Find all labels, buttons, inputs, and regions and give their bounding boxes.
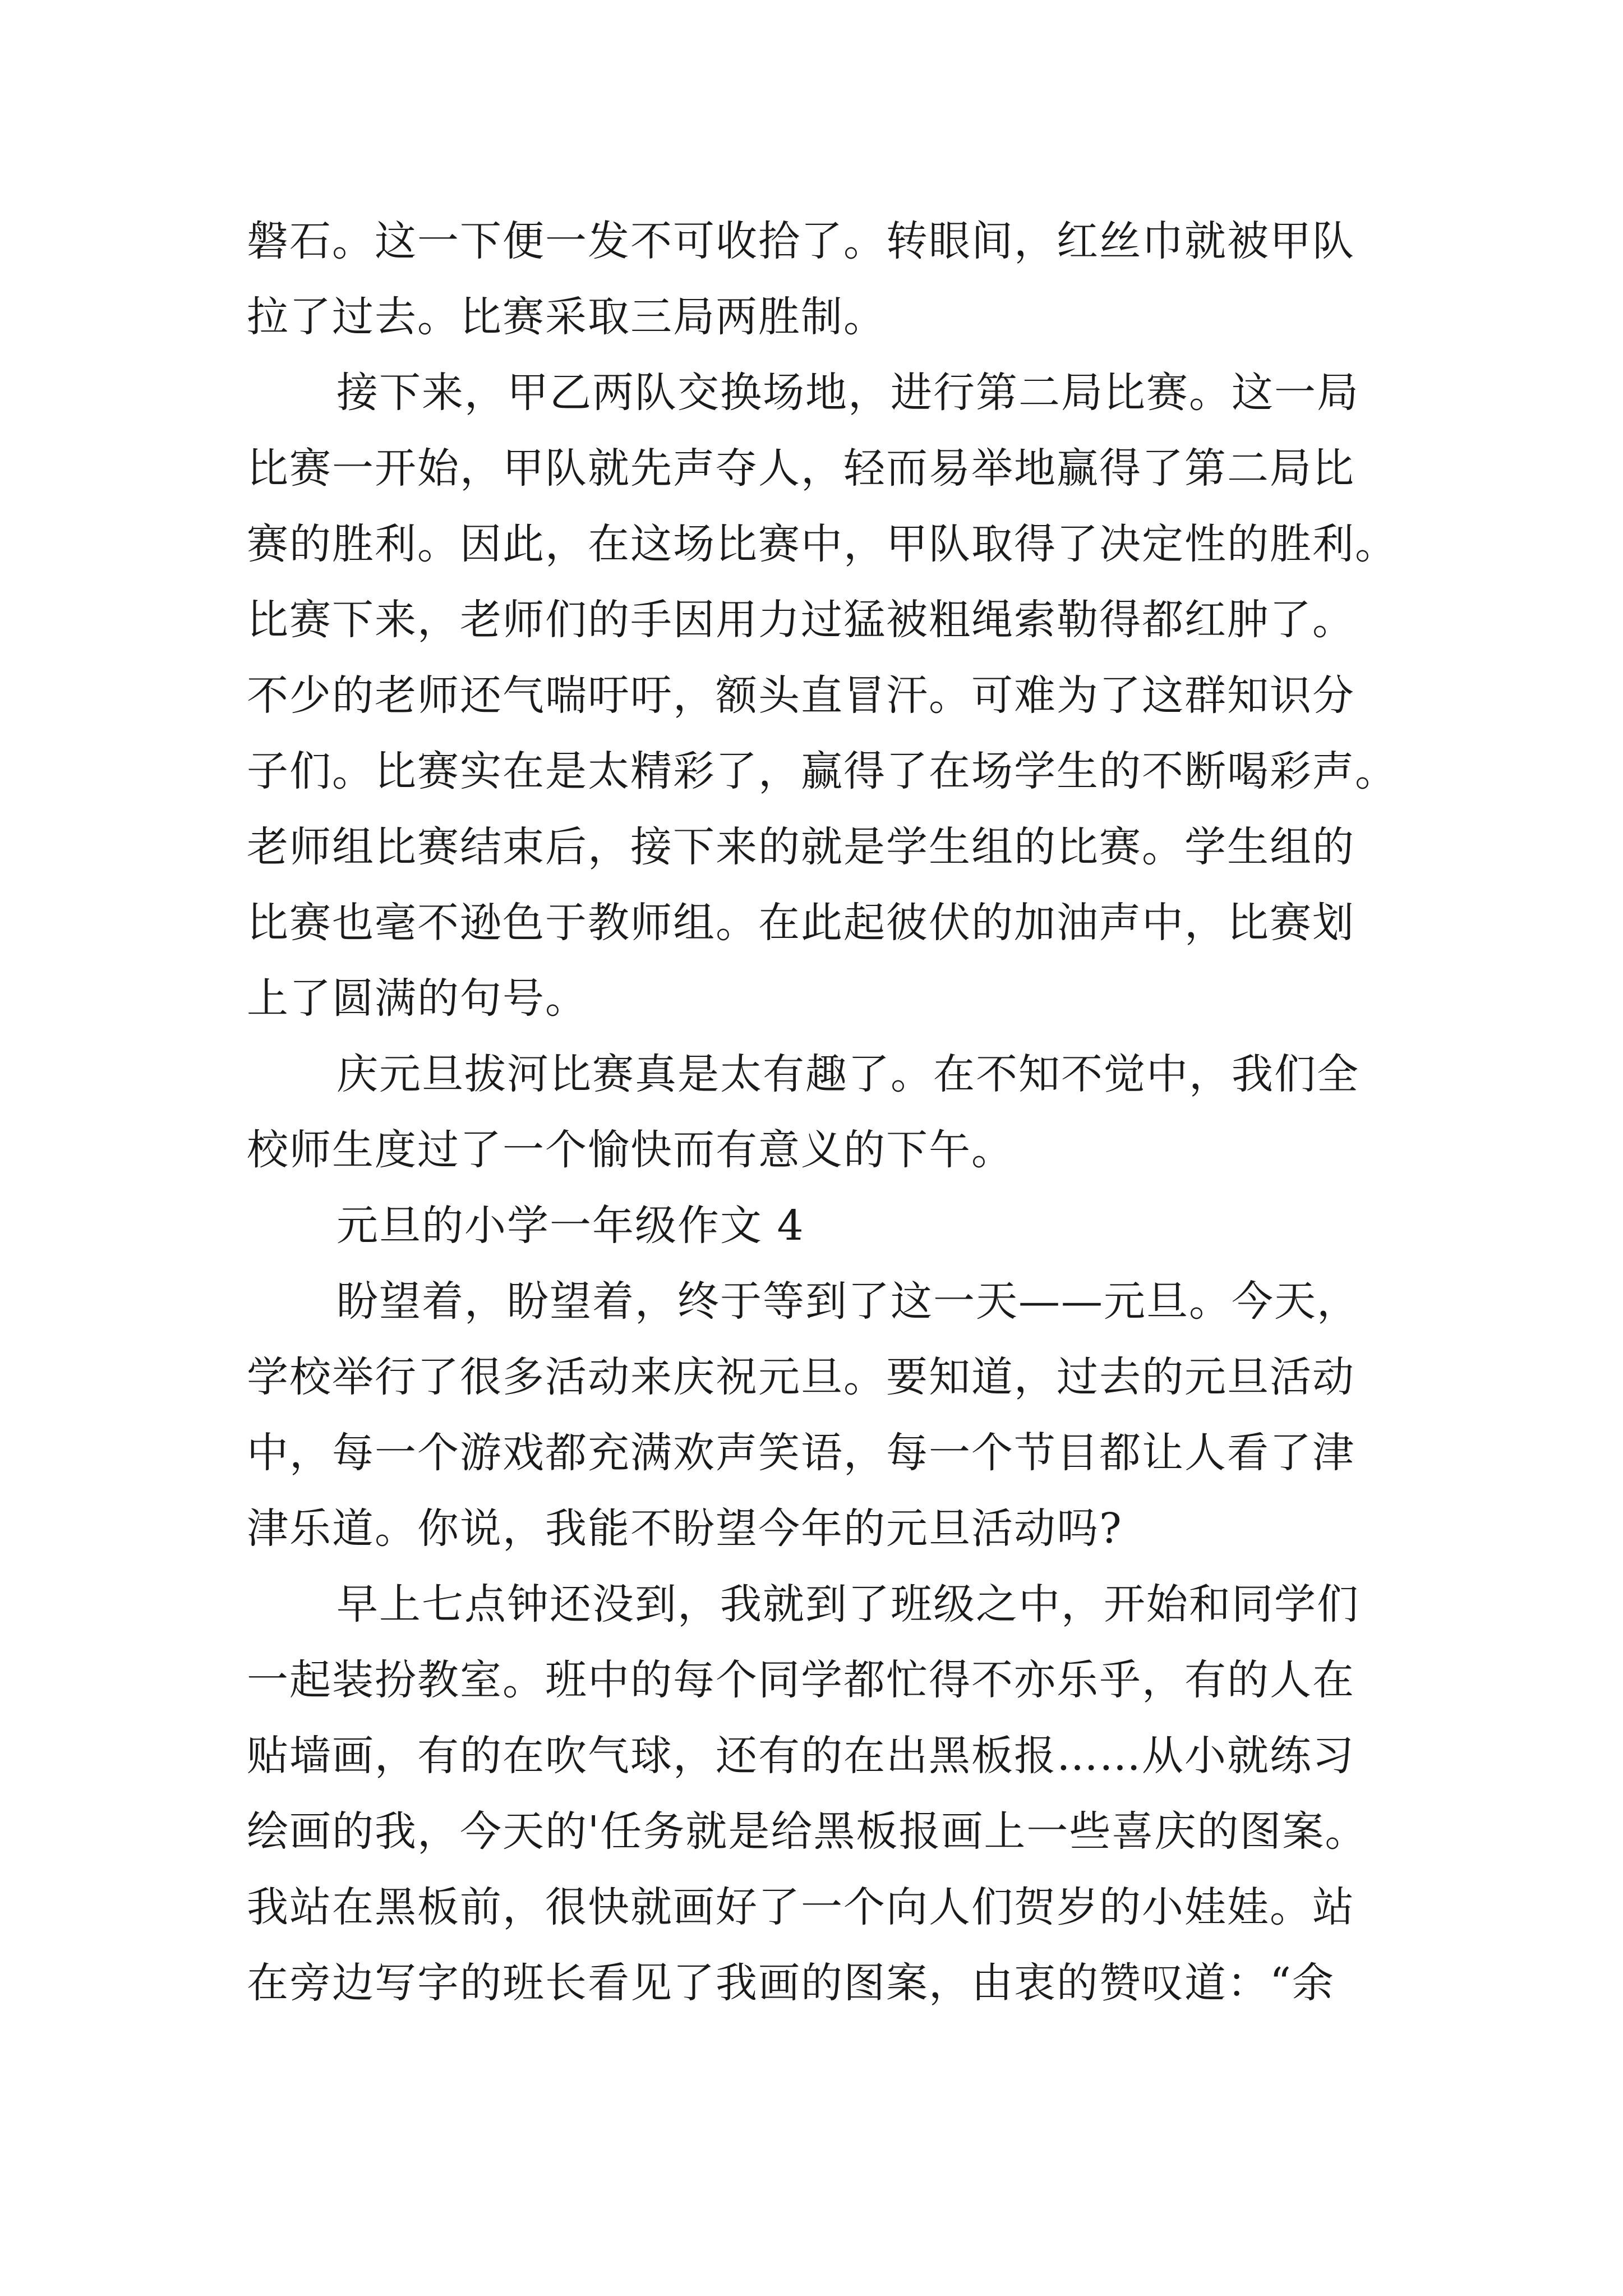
text-line: 上了圆满的句号。 [247,974,588,1023]
text-line: 比赛下来，老师们的手因用力过猛被粗绳索勒得都红肿了。 [247,596,1355,644]
paragraph-start-line: 盼望着，盼望着，终于等到了这一天——元旦。今天， [336,1277,1359,1326]
text-line: 在旁边写字的班长看见了我画的图案，由衷的赞叹道：“余 [247,1959,1335,2007]
text-line: 比赛也毫不逊色于教师组。在此起彼伏的加油声中，比赛划 [247,899,1355,947]
text-line: 不少的老师还气喘吁吁，额头直冒汗。可难为了这群知识分 [247,671,1355,720]
text-line: 校师生度过了一个愉快而有意义的下午。 [247,1126,1014,1174]
text-line: 中，每一个游戏都充满欢声笑语，每一个节目都让人看了津 [247,1429,1355,1477]
text-line: 学校举行了很多活动来庆祝元旦。要知道，过去的元旦活动 [247,1353,1355,1401]
text-line: 老师组比赛结束后，接下来的就是学生组的比赛。学生组的 [247,823,1355,871]
paragraph-start-line: 早上七点钟还没到，我就到了班级之中，开始和同学们 [336,1580,1359,1628]
paragraph-start-line: 庆元旦拔河比赛真是太有趣了。在不知不觉中，我们全 [336,1050,1359,1098]
text-line: 赛的胜利。因此，在这场比赛中，甲队取得了决定性的胜利。 [247,520,1398,568]
text-line: 津乐道。你说，我能不盼望今年的元旦活动吗? [247,1504,1123,1553]
text-line: 磐石。这一下便一发不可收拾了。转眼间，红丝巾就被甲队 [247,217,1355,265]
text-line: 绘画的我，今天的'任务就是给黑板报画上一些喜庆的图案。 [247,1807,1368,1856]
text-line: 一起装扮教室。班中的每个同学都忙得不亦乐乎，有的人在 [247,1656,1355,1704]
text-line: 我站在黑板前，很快就画好了一个向人们贺岁的小娃娃。站 [247,1883,1355,1931]
paragraph-start-line: 接下来，甲乙两队交换场地，进行第二局比赛。这一局 [336,369,1359,417]
text-line: 子们。比赛实在是太精彩了，赢得了在场学生的不断喝彩声。 [247,747,1398,795]
text-line: 拉了过去。比赛采取三局两胜制。 [247,293,886,341]
text-line: 贴墙画，有的在吹气球，还有的在出黑板报……从小就练习 [247,1732,1355,1780]
section-heading: 元旦的小学一年级作文 4 [336,1202,805,1250]
text-line: 比赛一开始，甲队就先声夺人，轻而易举地赢得了第二局比 [247,444,1355,493]
